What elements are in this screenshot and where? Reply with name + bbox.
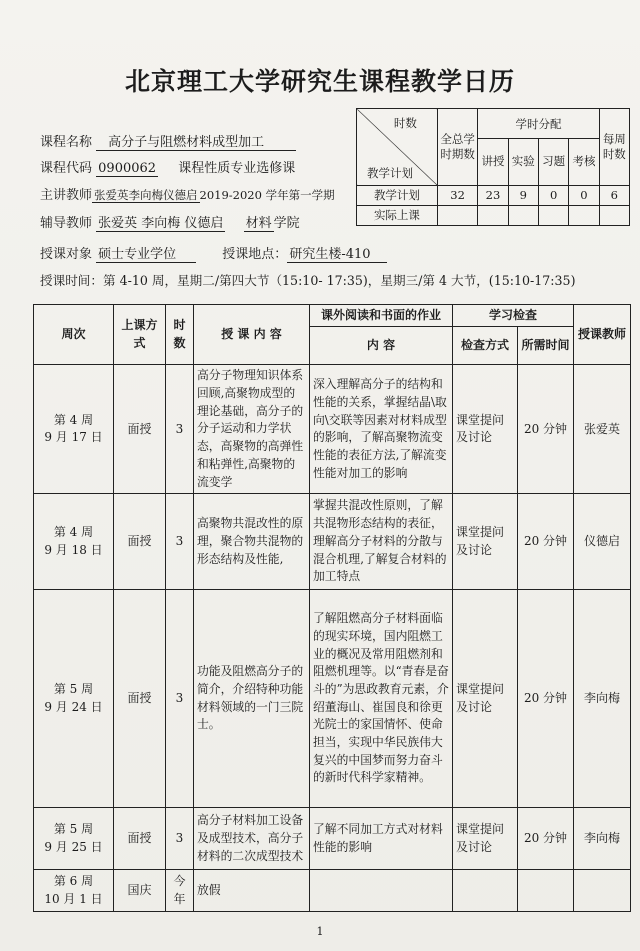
distribution-header: 学时分配 bbox=[478, 109, 599, 139]
table-row bbox=[34, 808, 631, 870]
row-week bbox=[34, 870, 114, 912]
tutor-line bbox=[40, 212, 300, 231]
row-check-method: 课堂提问及讨论 bbox=[453, 808, 518, 870]
row-hours: 3 bbox=[166, 590, 194, 808]
page-title: 北京理工大学研究生课程教学日历 bbox=[124, 67, 515, 96]
row-method: 面授 bbox=[114, 365, 166, 494]
row-reading: 了解阻燃高分子材料面临的现实环境，国内阻燃工业的概况及常用阻燃剂和阻燃机理等。以“青春是奋斗的”为思政教育元素，介绍董海山、崔国良和徐更光院士的家国情怀、使命担当，实现中华民族伟大复兴的中国梦而努力奋斗的新时代科学家精神。 bbox=[310, 590, 453, 808]
week-label: 第 6 周 bbox=[53, 874, 94, 889]
plan-row-label: 教学计划 bbox=[357, 185, 438, 205]
course-name-line bbox=[40, 131, 296, 151]
row-hours: 3 bbox=[166, 808, 194, 870]
hours-table bbox=[356, 108, 630, 226]
row-check-time: 20 分钟 bbox=[518, 590, 574, 808]
header-teacher: 授课教师 bbox=[574, 305, 631, 365]
header-reading: 课外阅读和书面的作业 bbox=[310, 305, 453, 327]
table-row bbox=[34, 365, 631, 494]
row-check-time: 20 分钟 bbox=[518, 494, 574, 590]
course-code-line bbox=[40, 157, 295, 176]
location-label: 授课地点： bbox=[222, 247, 288, 262]
row-check-time: 20 分钟 bbox=[518, 365, 574, 494]
page-number: 1 bbox=[316, 925, 324, 938]
row-method: 面授 bbox=[114, 808, 166, 870]
diag-top-label: 时数 bbox=[393, 116, 417, 130]
tutor-value: 张爱英 李向梅 仪德启 bbox=[98, 216, 224, 231]
header-reading-content: 内 容 bbox=[310, 327, 453, 365]
row-teacher: 李向梅 bbox=[574, 590, 631, 808]
weekly-hours-header: 每周时数 bbox=[599, 109, 629, 186]
date-label: 9 月 25 日 bbox=[44, 839, 103, 854]
term-value: 2019-2020 学年第一学期 bbox=[199, 188, 335, 202]
sub-header-exam: 考核 bbox=[569, 139, 599, 185]
header-check-time: 所需时间 bbox=[518, 327, 574, 365]
row-reading: 深入理解高分子的结构和性能的关系，掌握结晶\取向\交联等因素对材料成型的影响，了解高聚物流变性能的表征方法,了解流变性能对加工的影响 bbox=[310, 365, 453, 494]
diag-bottom-label: 教学计划 bbox=[367, 165, 413, 180]
class-time-line: 授课时间：第 4-10 周，星期二/第四大节（15:10- 17:35)，星期三/第 4 大节，(15:10-17:35) bbox=[40, 273, 576, 288]
course-code-value: 0900062 bbox=[98, 161, 157, 176]
audience-value: 硕士专业学位 bbox=[96, 243, 196, 263]
audience-label: 授课对象 bbox=[40, 247, 93, 262]
row-check-method: 课堂提问及讨论 bbox=[453, 365, 518, 494]
lecturer-label: 主讲教师 bbox=[40, 188, 93, 203]
row-check-method: 课堂提问及讨论 bbox=[453, 590, 518, 808]
week-label: 第 4 周 bbox=[53, 412, 94, 427]
week-label: 第 5 周 bbox=[53, 822, 94, 837]
audience-line bbox=[40, 243, 387, 263]
date-label: 9 月 18 日 bbox=[44, 542, 103, 557]
row-reading: 掌握共混改性原则，了解共混物形态结构的表征，理解高分子材料的分散与混合机理,了解复合材料的加工特点 bbox=[310, 494, 453, 590]
actual-total bbox=[437, 205, 477, 225]
row-week bbox=[34, 365, 114, 494]
header-check-method: 检查方式 bbox=[453, 327, 518, 365]
row-week bbox=[34, 808, 114, 870]
actual-exercise bbox=[538, 205, 568, 225]
row-week bbox=[34, 494, 114, 590]
row-method: 国庆 bbox=[114, 870, 166, 912]
header-content: 授 课 内 容 bbox=[194, 305, 310, 365]
date-label: 9 月 17 日 bbox=[44, 430, 103, 445]
row-hours: 3 bbox=[166, 365, 194, 494]
table-row bbox=[34, 494, 631, 590]
row-content: 功能及阻燃高分子的简介，介绍特种功能材料领域的一门三院士。 bbox=[194, 590, 310, 808]
header-hours: 时数 bbox=[166, 305, 194, 365]
plan-lab: 9 bbox=[508, 185, 538, 205]
row-reading: 了解不同加工方式对材料性能的影响 bbox=[310, 808, 453, 870]
header-method: 上课方式 bbox=[114, 305, 166, 365]
course-name-label: 课程名称 bbox=[40, 135, 93, 150]
row-hours: 3 bbox=[166, 494, 194, 590]
table-row bbox=[34, 590, 631, 808]
actual-row-label: 实际上课 bbox=[357, 205, 438, 225]
row-teacher bbox=[574, 870, 631, 912]
row-check-method bbox=[453, 870, 518, 912]
plan-weekly: 6 bbox=[599, 185, 629, 205]
header-week: 周次 bbox=[34, 305, 114, 365]
school-value: 材料 bbox=[245, 216, 272, 231]
course-code-label: 课程代码 bbox=[40, 161, 93, 176]
total-hours-header: 全总学时期数 bbox=[437, 109, 477, 186]
actual-exam bbox=[569, 205, 599, 225]
lecturer-line bbox=[40, 184, 335, 203]
row-method: 面授 bbox=[114, 590, 166, 808]
plan-exercise: 0 bbox=[538, 185, 568, 205]
row-teacher: 张爱英 bbox=[574, 365, 631, 494]
row-content: 高分子材料加工设备及成型技术，高分子材料的二次成型技术 bbox=[194, 808, 310, 870]
row-teacher: 仪德启 bbox=[574, 494, 631, 590]
row-check-time: 20 分钟 bbox=[518, 808, 574, 870]
row-week bbox=[34, 590, 114, 808]
row-content: 高聚物共混改性的原理，聚合物共混物的形态结构及性能, bbox=[194, 494, 310, 590]
date-label: 9 月 24 日 bbox=[44, 699, 103, 714]
plan-total: 32 bbox=[437, 185, 477, 205]
hours-diag-cell bbox=[357, 109, 438, 186]
course-nature-value: 专业选修课 bbox=[230, 161, 296, 176]
actual-lab bbox=[508, 205, 538, 225]
row-reading bbox=[310, 870, 453, 912]
row-method: 面授 bbox=[114, 494, 166, 590]
plan-lecture: 23 bbox=[478, 185, 508, 205]
tutor-label: 辅导教师 bbox=[40, 216, 93, 231]
row-hours: 今年 bbox=[166, 870, 194, 912]
row-check-method: 课堂提问及讨论 bbox=[453, 494, 518, 590]
week-label: 第 4 周 bbox=[53, 525, 94, 540]
sub-header-exercise: 习题 bbox=[538, 139, 568, 185]
location-value: 研究生楼-410 bbox=[287, 243, 387, 263]
row-check-time bbox=[518, 870, 574, 912]
row-content: 放假 bbox=[194, 870, 310, 912]
course-name-value: 高分子与阻燃材料成型加工 bbox=[96, 131, 296, 151]
course-nature-label: 课程性质 bbox=[178, 161, 231, 176]
actual-lecture bbox=[478, 205, 508, 225]
week-label: 第 5 周 bbox=[53, 682, 94, 697]
row-teacher: 李向梅 bbox=[574, 808, 631, 870]
schedule-table bbox=[33, 304, 631, 912]
plan-exam: 0 bbox=[569, 185, 599, 205]
school-suffix: 学院 bbox=[273, 216, 300, 231]
sub-header-lecture: 讲授 bbox=[478, 139, 508, 185]
table-row bbox=[34, 870, 631, 912]
date-label: 10 月 1 日 bbox=[44, 891, 103, 906]
sub-header-lab: 实验 bbox=[508, 139, 538, 185]
lecturer-value: 张爱英李向梅仪德启 bbox=[94, 188, 198, 202]
header-check: 学习检查 bbox=[453, 305, 574, 327]
actual-weekly bbox=[599, 205, 629, 225]
row-content: 高分子物理知识体系回顾,高聚物成型的理论基础，高分子的分子运动和力学状态，高聚物的高弹性和粘弹性,高聚物的流变学 bbox=[194, 365, 310, 494]
